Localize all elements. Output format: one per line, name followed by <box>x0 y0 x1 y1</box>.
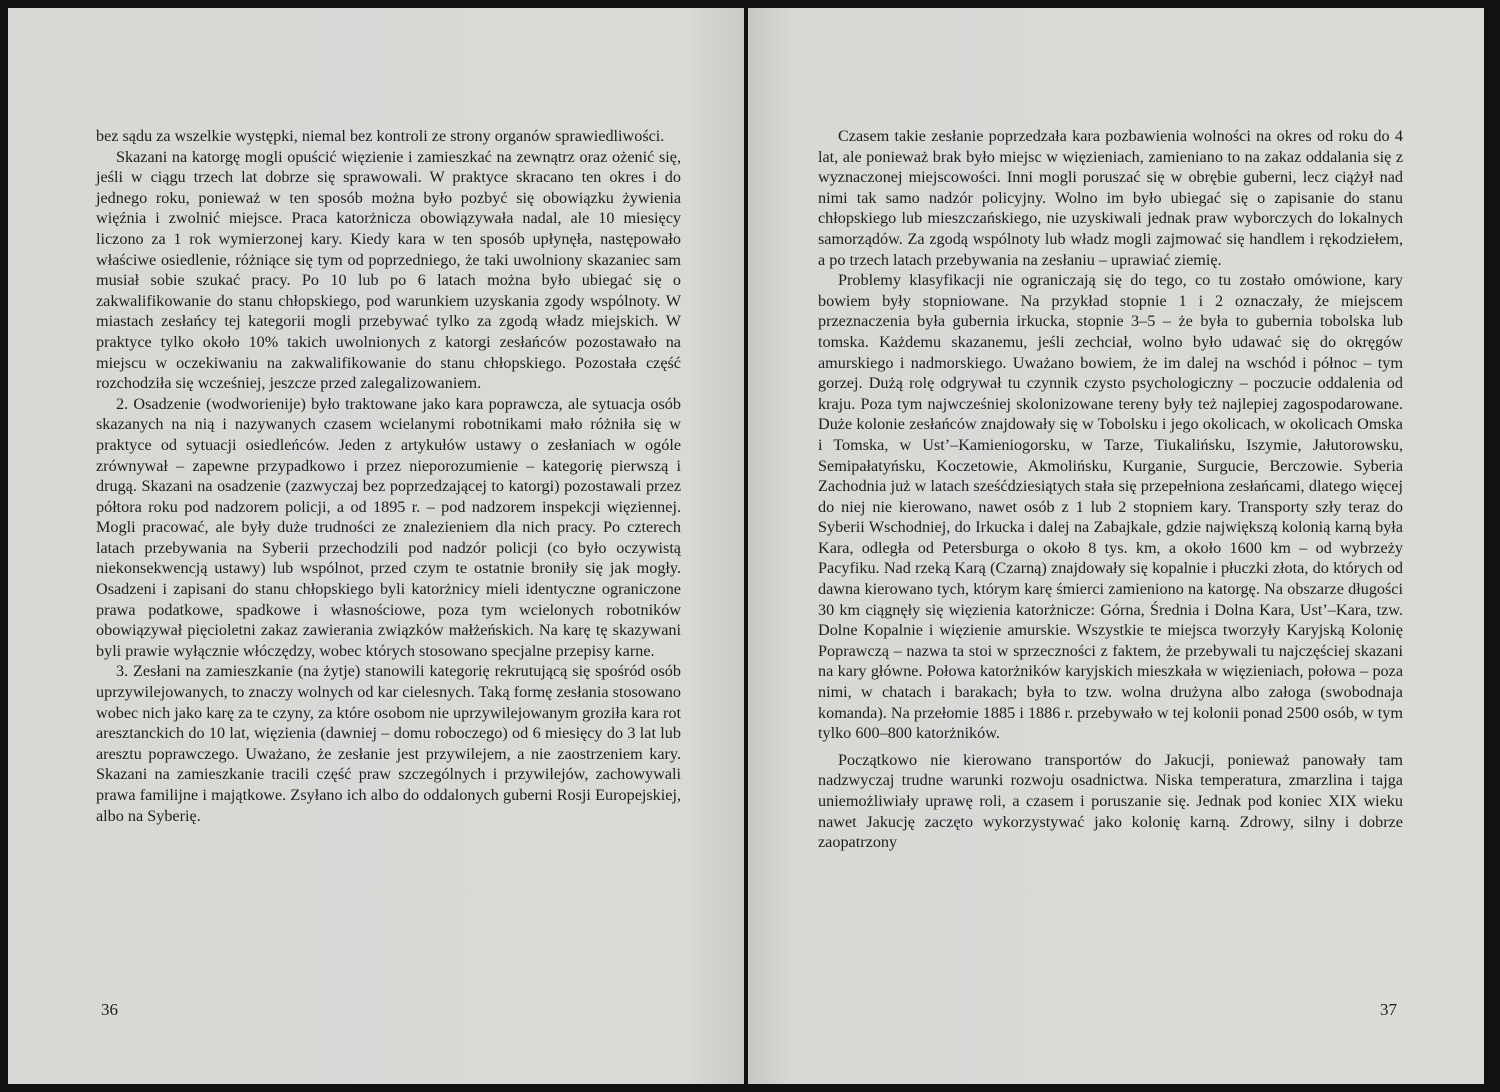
right-page <box>748 8 1484 1084</box>
paragraph: Problemy klasyfikacji nie ograniczają się do tego, co tu zostało omówione, kary bowiem były stopniowane. Na przykład stopnie 1 i 2 oznaczały, że miejscem przeznaczenia była gubernia irkucka, stopnie 3–5 – że była to gubernia tobolska lub tomska. Każdemu skazanemu, jeśli zechciał, wolno było udawać się do okręgów amurskiego i nadmorskiego. Uważano bowiem, że im dalej na wschód i północ – tym gorzej. Dużą rolę odgrywał tu czynnik czysto psychologiczny – poczucie oddalenia od kraju. Poza tym najwcześniej skolonizowane tereny były też najlepiej zagospodarowane. Duże kolonie zesłańców znajdowały się w Tobolsku i jego okolicach, w okolicach Omska i Tomska, w Ust’–Kamieniogorsku, w Tarze, Tiukalińsku, Iszymie, Jałutorowsku, Semipałatyńsku, Koczetowie, Akmolińsku, Kurganie, Surgucie, Berczowie. Syberia Zachodnia już w latach sześćdziesiątych stała się przepełniona zesłańcami, dlatego więcej do niej nie kierowano, nawet osób z 1 lub 2 stopniem kary. Transporty szły teraz do Syberii Wschodniej, do Irkucka i dalej na Zabajkale, gdzie największą kolonią karną była Kara, odległa od Petersburga o około 8 tys. km, a około 1600 km – od wybrzeży Pacyfiku. Nad rzeką Karą (Czarną) znajdowały się kopalnie i płuczki złota, do których od dawna kierowano tych, którym karę śmierci zamieniono na katorgę. Na obszarze długości 30 km ciągnęły się więzienia katorżnicze: Górna, Średnia i Dolna Kara, Ust’–Kara, tzw. Dolne Kopalnie i więzienie amurskie. Wszystkie te miejsca tworzyły Karyjską Kolonię Poprawczą – nazwa ta stoi w sprzeczności z faktem, że przebywali tu najczęściej skazani na kary główne. Połowa katorżników karyjskich mieszkała w więzieniach, połowa – poza nimi, w chatach i barakach; była to tzw. wolna drużyna albo załoga (swobodnaja komanda). Na przełomie 1885 i 1886 r. przebywało w tej kolonii ponad 2500 osób, w tym tylko 600–800 katorżników. <box>818 271 1403 743</box>
left-page <box>8 8 744 1084</box>
paragraph: 3. Zesłani na zamieszkanie (na żytje) stanowili kategorię rekrutującą się spośród osób uprzywilejowanych, to znaczy wolnych od kar cielesnych. Taką formę zesłania stosowano wobec nich jako karę za te czyny, za które osobom nie uprzywilejowanym groziła kara rot aresztanckich do 10 lat, więzienia (dawniej – domu roboczego) od 6 miesięcy do 3 lat lub aresztu poprawczego. Uważano, że zesłanie jest przywilejem, a nie zaostrzeniem kary. Skazani na zamieszkanie tracili część praw szczególnych i przywilejów, zachowywali prawa familijne i majątkowe. Zsyłano ich albo do oddalonych guberni Rosji Europejskiej, albo na Syberię. <box>96 662 681 825</box>
paragraph: Czasem takie zesłanie poprzedzała kara pozbawienia wolności na okres od roku do 4 lat, ale ponieważ brak było miejsc w więzieniach, zamieniano to na zakaz oddalania się z wyznaczonej miejscowości. Inni mogli poruszać się w obrębie guberni, lecz ciążył nad nimi tak samo nadzór policyjny. Wolno im było ubiegać się o zapisanie do stanu chłopskiego lub mieszczańskiego, nie uzyskiwali jednak praw wyborczych do lokalnych samorządów. Za zgodą wspólnoty lub władz mogli zajmować się handlem i rękodziełem, a po trzech latach przebywania na zesłaniu – uprawiać ziemię. <box>818 127 1403 269</box>
page-number: 36 <box>101 1000 118 1019</box>
page-number: 37 <box>1380 1000 1397 1019</box>
right-page-text <box>818 126 1403 853</box>
paragraph: Skazani na katorgę mogli opuścić więzienie i zamieszkać na zewnątrz oraz ożenić się, jeśli w ciągu trzech lat dobrze się sprawowali. W praktyce skracano ten okres i do jednego roku, ponieważ w ten sposób można było pozbyć się obowiązku żywienia więźnia i zwolnić miejsce. Praca katorżnicza obowiązywała nadal, ale 10 miesięcy liczono za 1 rok wymierzonej kary. Kiedy kara w ten sposób upłynęła, następowało właściwe osiedlenie, różniące się tym od poprzedniego, że taki uwolniony skazaniec sam musiał sobie szukać pracy. Po 10 lub po 6 latach można było ubiegać się o zakwalifikowanie do stanu chłopskiego, pod warunkiem uzyskania zgody wspólnoty. W miastach zesłańcy tej kategorii mogli przebywać tylko za zgodą władz miejskich. W praktyce tylko około 10% takich uwolnionych z katorgi zesłańców pozostawało na miejscu w oczekiwaniu na zakwalifikowanie do stanu chłopskiego. Pozostała część rozchodziła się wcześniej, jeszcze przed zalegalizowaniem. <box>96 147 681 393</box>
paragraph: Początkowo nie kierowano transportów do Jakucji, ponieważ panowały tam nadzwyczaj trudne warunki rozwoju osadnictwa. Niska temperatura, zmarzlina i tajga uniemożliwiały uprawę roli, a czasem i poruszanie się. Jednak pod koniec XIX wieku nawet Jakucję zaczęto wykorzystywać jako kolonię karną. Zdrowy, silny i dobrze zaopatrzony <box>818 750 1403 852</box>
paragraph: 2. Osadzenie (wodworienije) było traktowane jako kara poprawcza, ale sytuacja osób skazanych na nią i nazywanych czasem wcielanymi robotnikami mało różniła się w praktyce od sytuacji osiedleńców. Jeden z artykułów ustawy o zesłaniach w ogóle zrównywał – zapewne przypadkowo i przez nieporozumienie – kategorię pierwszą i drugą. Skazani na osadzenie (zazwyczaj bez poprzedzającej to katorgi) pozostawali przez półtora roku pod nadzorem policji, a od 1895 r. – pod nadzorem inspekcji więziennej. Mogli pracować, ale były duże trudności ze znalezieniem dla nich pracy. Po czterech latach przebywania na Syberii przechodzili pod nadzór policji (co było oczywistą niekonsekwencją ustawy) lub wspólnot, przed czym te ostatnie broniły się jak mogły. Osadzeni i zapisani do stanu chłopskiego byli katorżnicy mieli identyczne ograniczone prawa podatkowe, spadkowe i własnościowe, poza tym wcielonych robotników obowiązywał pięcioletni zakaz zawierania związków małżeńskich. Na karę tę skazywani byli prawie wyłącznie włóczędzy, wobec których stosowano specjalne przepisy karne. <box>96 394 681 660</box>
paragraph: bez sądu za wszelkie występki, niemal bez kontroli ze strony organów sprawiedliwości. <box>96 127 665 145</box>
left-page-text <box>96 126 681 826</box>
